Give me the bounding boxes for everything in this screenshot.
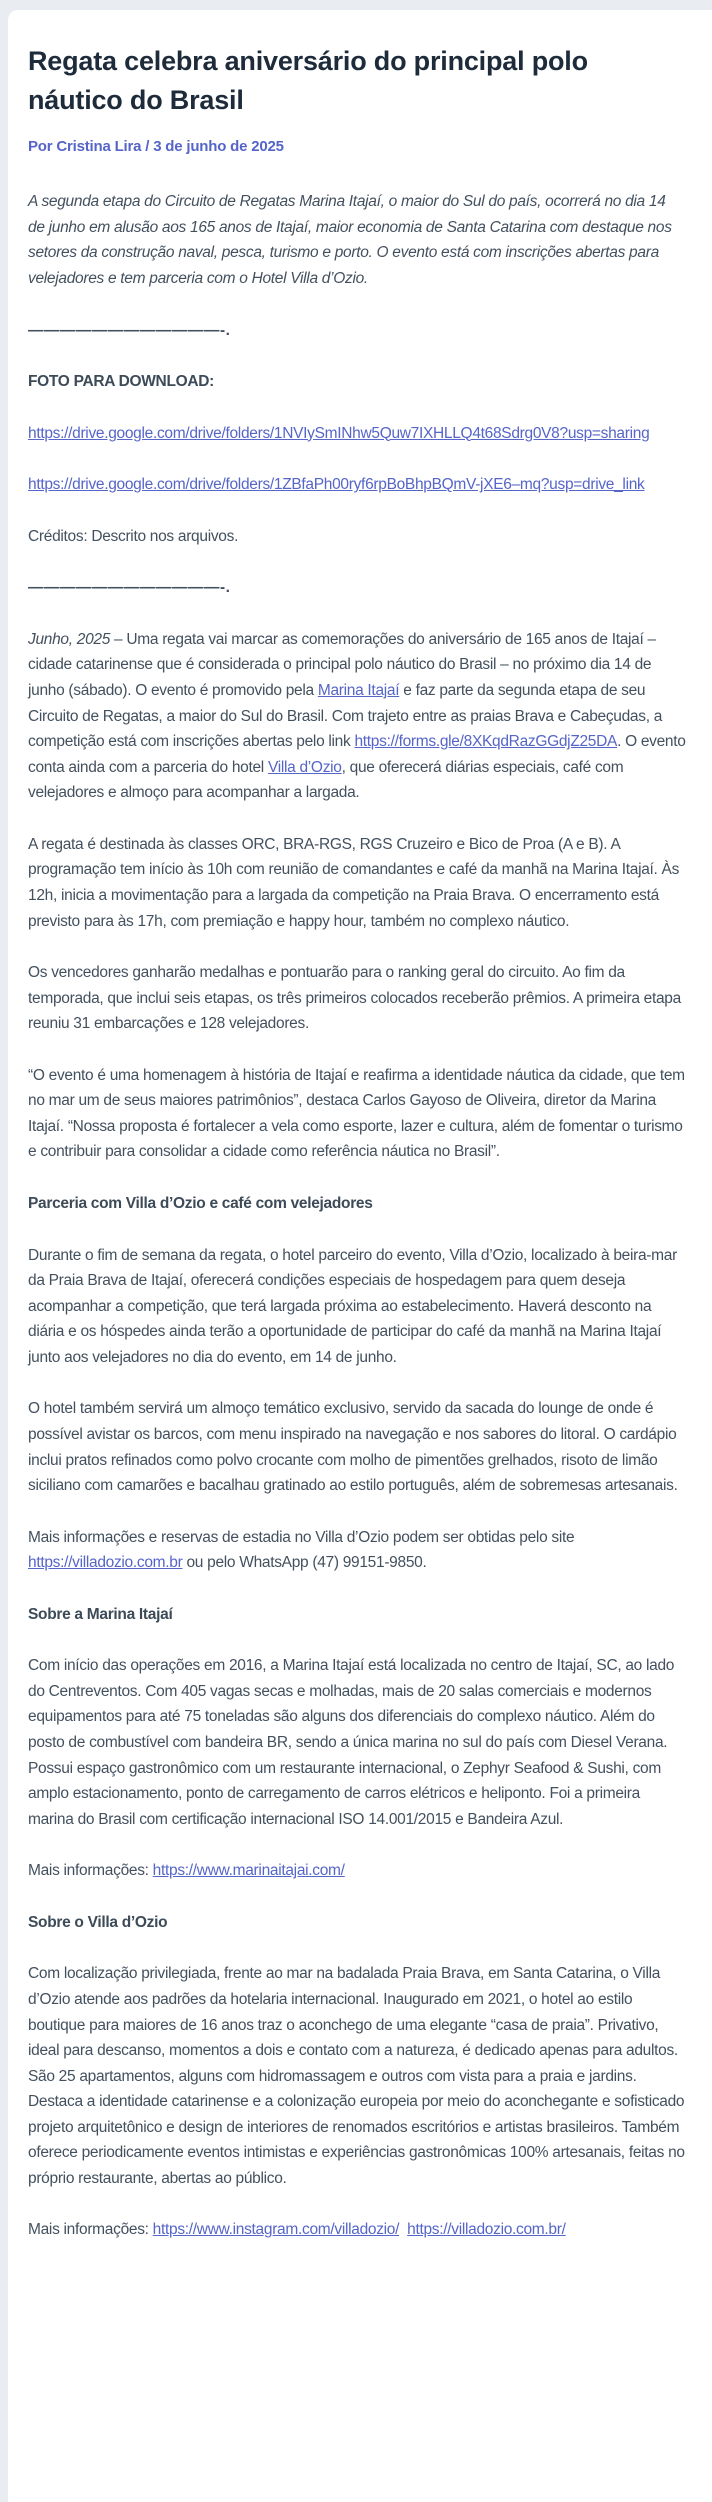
byline: Por Cristina Lira / 3 de junho de 2025: [28, 138, 284, 156]
text-run: O hotel também servirá um almoço temático exclusivo, servido da sacada do lounge de onde é possível avistar os barcos, com menu inspirado na navegação e nos sabores do litoral. O cardápio inclui pratos refinados como polvo crocante com molho de pimentões grelhados, risoto de limão siciliano com camarões e bacalhau gratinado ao estilo português, além de sobremesas artesanais.: [28, 1400, 678, 1495]
text-run: e faz parte da segunda etapa de seu Circuito de Regatas, a maior do Sul do Brasil. Com trajeto entre as praias Brava e Cabeçudas, a competição está com inscrições abertas pelo link: [28, 682, 663, 751]
text-run: , que oferecerá diárias especiais, café com velejadores e almoço para acompanhar a largada.: [28, 758, 624, 802]
section-heading: Sobre o Villa d’Ozio: [28, 1913, 168, 1931]
marina-itajai-inline-link[interactable]: Marina Itajaí: [317, 682, 400, 700]
text-run: Mais informações:: [28, 1862, 153, 1880]
photo-link-paragraph-1: [28, 421, 686, 447]
drive-folder-link-2[interactable]: https://drive.google.com/drive/folders/1ZBfaPh00ryf6rpBoBhpBQmV-jXE6–mq?usp=drive_link: [28, 476, 645, 494]
villa-dozio-inline-link[interactable]: Villa d’Ozio: [267, 758, 342, 776]
marina-itajai-site-link[interactable]: https://www.marinaitajai.com/: [152, 1862, 345, 1880]
article-card: [8, 10, 712, 2502]
separator: ————————————-.: [28, 579, 231, 597]
about-villa-paragraph: [28, 1961, 686, 2191]
text-run: Com início das operações em 2016, a Marina Itajaí está localizada no centro de Itajaí, SC, ao lado do Centreventos. Com 405 vagas secas e molhadas, mais de 20 salas comerciais e modernos equipamentos para até 75 toneladas são alguns dos diferenciais do complexo náutico. Além do posto de combustível com bandeira BR, sendo a única marina no sul do país com Diesel Verana. Possui espaço gastronômico com um restaurante internacional, o Zephyr Seafood & Sushi, com amplo estacionamento, ponto de carregamento de carros elétricos e heliponto. Foi a primeira marina do Brasil com certificação internacional ISO 14.001/2015 e Bandeira Azul.: [28, 1657, 675, 1828]
lunch-paragraph: [28, 1396, 686, 1498]
hotel-partnership-paragraph: [28, 1243, 686, 1371]
credits-paragraph: [28, 524, 686, 550]
text-run: Com localização privilegiada, frente ao mar na badalada Praia Brava, em Santa Catarina, o Villa d’Ozio atende aos padrões da hotelaria internacional. Inaugurado em 2021, o hotel ao estilo boutique para maiores de 16 anos traz o aconchego de uma elegante “casa de praia”. Privativo, ideal para descanso, momentos a dois e contato com a natureza, é dedicado apenas para adultos. São 25 apartamentos, alguns com hidromassagem e outros com vista para a praia e jardins. Destaca a identidade catarinense e a colonização europeia por meio do aconchegante e sofisticado projeto arquitetônico e design de interiores de renomados escritórios e artistas brasileiros. Também oferece periodicamente eventos intimistas e experiências gastronômicas 100% artesanais, feitas no próprio restaurante, abertas ao público.: [28, 1965, 685, 2187]
text-run: Mais informações e reservas de estadia no Villa d’Ozio podem ser obtidas pelo site: [28, 1528, 575, 1546]
registration-form-link[interactable]: https://forms.gle/8XKqdRazGGdjZ25DA: [354, 733, 618, 751]
marina-info-paragraph: [28, 1858, 686, 1884]
villadozio-instagram-link[interactable]: https://www.instagram.com/villadozio/: [152, 2221, 400, 2239]
text-run: A regata é destinada às classes ORC, BRA-RGS, RGS Cruzeiro e Bico de Proa (A e B). A programação tem início às 10h com reunião de comandantes e café da manhã na Marina Itajaí. Às 12h, inicia a movimentação para a largada da competição na Praia Brava. O encerramento está previsto para às 17h, com premiação e happy hour, também no complexo náutico.: [28, 835, 680, 930]
text-run: [399, 2221, 407, 2238]
text-run: Os vencedores ganharão medalhas e pontuarão para o ranking geral do circuito. Ao fim da temporada, que inclui seis etapas, os três primeiros colocados receberão prêmios. A primeira etapa reuniu 31 embarcações e 128 velejadores.: [28, 964, 681, 1033]
separator: ————————————-.: [28, 321, 231, 339]
text-run: A segunda etapa do Circuito de Regatas Marina Itajaí, o maior do Sul do país, ocorrerá no dia 14 de junho em alusão aos 165 anos de Itajaí, maior economia de Santa Catarina com destaque nos setores da construção naval, pesca, turismo e porto. O evento está com inscrições abertas para velejadores e tem parceria com o Hotel Villa d’Ozio.: [28, 193, 672, 287]
text-run: Mais informações:: [28, 2221, 153, 2239]
quote-paragraph: [28, 1063, 686, 1165]
text-run: Junho, 2025: [28, 630, 111, 648]
text-run: “O evento é uma homenagem à história de Itajaí e reafirma a identidade náutica da cidade, que tem no mar um de seus maiores patrimônios”, destaca Carlos Gayoso de Oliveira, diretor da Marina Itajaí. “Nossa proposta é fortalecer a vela como esporte, lazer e cultura, além de fomentar o turismo e contribuir para consolidar a cidade como referência náutica no Brasil”.: [28, 1066, 685, 1161]
page-title: Regata celebra aniversário do principal polo náutico do Brasil: [28, 46, 588, 116]
section-heading: Sobre a Marina Itajaí: [28, 1605, 173, 1623]
lead-paragraph: [28, 627, 686, 806]
article-body: [28, 189, 686, 2243]
text-run: . O evento conta ainda com a parceria do hotel: [28, 733, 686, 776]
photo-link-paragraph-2: [28, 472, 686, 498]
about-marina-paragraph: [28, 1653, 686, 1832]
drive-folder-link-1[interactable]: https://drive.google.com/drive/folders/1NVIySmINhw5Quw7IXHLLQ4t68Sdrg0V8?usp=sharing: [28, 424, 650, 442]
villadozio-site-link[interactable]: https://villadozio.com.br: [28, 1554, 183, 1572]
intro-paragraph: [28, 189, 686, 291]
schedule-paragraph: [28, 832, 686, 934]
section-heading: FOTO PARA DOWNLOAD:: [28, 373, 215, 391]
section-heading: Parceria com Villa d’Ozio e café com velejadores: [28, 1195, 373, 1213]
text-run: – Uma regata vai marcar as comemorações do aniversário de 165 anos de Itajaí – cidade catarinense que é considerada o principal polo náutico do Brasil – no próximo dia 14 de junho (sábado). O evento é promovido pela: [28, 630, 656, 700]
villadozio-site-link-2[interactable]: https://villadozio.com.br/: [407, 2221, 566, 2239]
text-run: Durante o fim de semana da regata, o hotel parceiro do evento, Villa d’Ozio, localizado à beira-mar da Praia Brava de Itajaí, oferecerá condições especiais de hospedagem para quem deseja acompanhar a competição, que terá largada próxima ao estabelecimento. Haverá desconto na diária e os hóspedes ainda terão a oportunidade de participar do café da manhã na Marina Itajaí junto aos velejadores no dia do evento, em 14 de junho.: [28, 1246, 677, 1366]
hotel-contact-paragraph: [28, 1525, 686, 1576]
villa-info-paragraph: [28, 2217, 686, 2243]
text-run: Créditos: Descrito nos arquivos.: [28, 527, 239, 545]
text-run: ou pelo WhatsApp (47) 99151-9850.: [182, 1554, 427, 1572]
prizes-paragraph: [28, 960, 686, 1037]
